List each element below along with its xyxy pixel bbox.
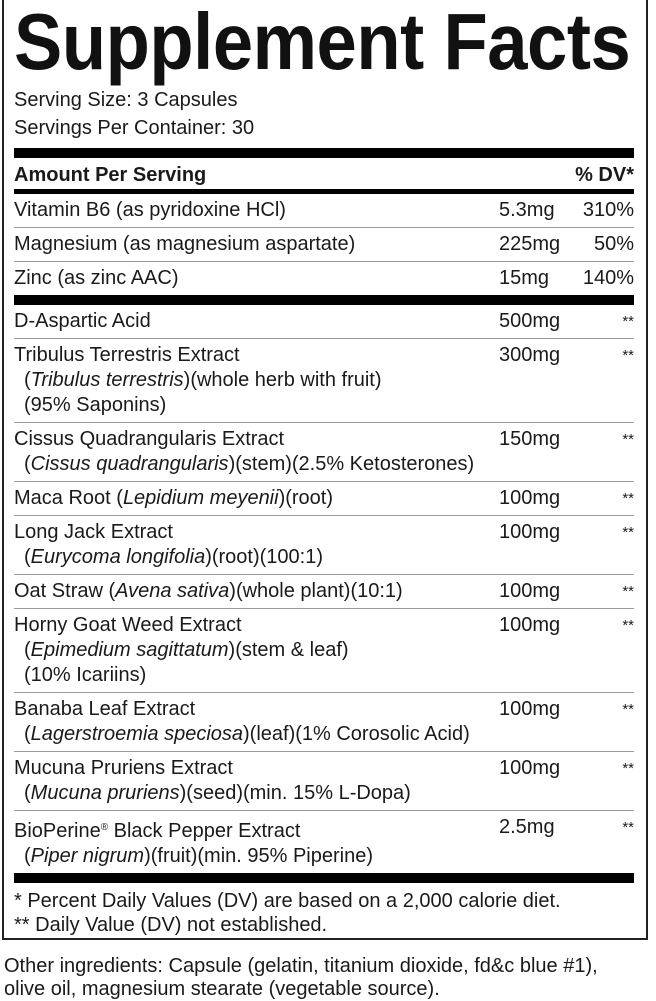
ingredient-text: Maca Root ( <box>14 487 123 509</box>
ingredient-text: (10% Icariins) <box>24 664 147 686</box>
ingredient-amount: 100mg <box>499 521 561 543</box>
ingredient-text: )(whole herb with fruit) <box>183 369 382 391</box>
ingredient-row <box>14 516 634 575</box>
ingredient-text: Avena sativa <box>115 580 230 602</box>
ingredient-line <box>14 309 499 334</box>
other-ingredients-line: Other ingredients: Capsule (gelatin, titanium dioxide, fd&c blue #1), <box>4 955 598 977</box>
ingredient-dv: ** <box>622 431 634 448</box>
other-ingredients <box>4 955 598 1001</box>
amount-header <box>14 158 634 189</box>
amount-per-serving-label: Amount Per Serving <box>14 164 207 186</box>
ingredient-text: )(whole plant)(10:1) <box>229 580 403 602</box>
ingredient-line <box>14 756 499 781</box>
footnote: * Percent Daily Values (DV) are based on a 2,000 calorie diet. <box>14 890 561 912</box>
ingredient-text: Cissus quadrangularis <box>30 453 229 475</box>
ingredient-row <box>14 482 634 516</box>
ingredient-text: Long Jack Extract <box>14 521 173 543</box>
ingredient-amount: 2.5mg <box>499 816 555 838</box>
ingredient-name <box>14 427 499 477</box>
ingredient-text: Horny Goat Weed Extract <box>14 614 242 636</box>
ingredient-line <box>14 697 499 722</box>
ingredient-line <box>14 486 499 511</box>
nutrient-dv: 50% <box>593 233 634 255</box>
ingredient-line <box>14 368 499 393</box>
ingredient-row <box>14 609 634 693</box>
vitamin-list <box>14 194 634 295</box>
footnote: ** Daily Value (DV) not established. <box>14 914 328 936</box>
vitamin-row <box>14 262 634 295</box>
ingredient-text: )(root)(100:1) <box>205 546 324 568</box>
ingredient-name <box>14 579 499 604</box>
ingredient-dv: ** <box>622 760 634 777</box>
ingredient-text: ( <box>24 723 31 745</box>
ingredient-name <box>14 613 499 688</box>
ingredient-text: ( <box>24 639 31 661</box>
ingredient-text: Piper nigrum <box>30 845 145 867</box>
ingredient-amount: 100mg <box>499 487 561 509</box>
ingredient-name <box>14 343 499 418</box>
ingredient-dv: ** <box>622 583 634 600</box>
ingredient-row <box>14 811 634 873</box>
ingredient-text: Banaba Leaf Extract <box>14 698 196 720</box>
ingredient-text: Epimedium sagittatum <box>30 639 229 661</box>
ingredient-text: Eurycoma longifolia <box>30 546 206 568</box>
ingredient-text: Tribulus Terrestris Extract <box>14 344 240 366</box>
ingredient-row <box>14 752 634 811</box>
ingredient-name <box>14 520 499 570</box>
ingredient-amount: 100mg <box>499 698 561 720</box>
ingredient-text: Mucuna pruriens <box>30 782 180 804</box>
ingredient-amount: 100mg <box>499 614 561 636</box>
ingredient-text: Oat Straw ( <box>14 580 116 602</box>
ingredient-row <box>14 575 634 609</box>
ingredient-text: Cissus Quadrangularis Extract <box>14 428 285 450</box>
nutrient-amount: 15mg <box>499 267 550 289</box>
ingredient-dv: ** <box>622 701 634 718</box>
ingredient-text: Mucuna Pruriens Extract <box>14 757 233 779</box>
ingredient-name <box>14 486 499 511</box>
ingredient-text: )(seed)(min. 15% L-Dopa) <box>179 782 411 804</box>
ingredient-line <box>14 427 499 452</box>
ingredient-text: BioPerine <box>14 820 101 842</box>
nutrient-amount: 225mg <box>499 233 561 255</box>
ingredient-name <box>14 815 499 869</box>
ingredient-line <box>14 579 499 604</box>
ingredient-text: )(stem)(2.5% Ketosterones) <box>228 453 475 475</box>
ingredient-line <box>14 393 499 418</box>
ingredient-line <box>14 844 499 869</box>
servings-per-container: Servings Per Container: 30 <box>14 117 255 139</box>
vitamin-row <box>14 228 634 262</box>
nutrient-dv: 140% <box>582 267 634 289</box>
ingredient-amount: 100mg <box>499 757 561 779</box>
divider-thick <box>14 873 634 883</box>
ingredient-name <box>14 697 499 747</box>
ingredient-text: ( <box>24 453 31 475</box>
supplement-facts-panel <box>2 0 648 940</box>
ingredient-name <box>14 756 499 806</box>
ingredient-dv: ** <box>622 347 634 364</box>
ingredient-line <box>14 545 499 570</box>
ingredient-text: )(root) <box>278 487 334 509</box>
ingredient-amount: 500mg <box>499 310 561 332</box>
ingredient-text: ® <box>100 822 109 833</box>
divider-thick <box>14 295 634 305</box>
ingredient-text: Lepidium meyenii <box>122 487 279 509</box>
ingredient-text: ( <box>24 546 31 568</box>
nutrient-name: Zinc (as zinc AAC) <box>14 267 179 289</box>
vitamin-row <box>14 194 634 228</box>
ingredient-dv: ** <box>622 819 634 836</box>
nutrient-dv: 310% <box>582 199 634 221</box>
serving-size: Serving Size: 3 Capsules <box>14 89 238 111</box>
ingredient-dv: ** <box>622 490 634 507</box>
ingredient-line <box>14 452 499 477</box>
ingredient-text: Tribulus terrestris <box>30 369 184 391</box>
ingredient-dv: ** <box>622 524 634 541</box>
ingredient-line <box>14 343 499 368</box>
ingredient-text: )(fruit)(min. 95% Piperine) <box>144 845 374 867</box>
ingredient-text: ( <box>24 369 31 391</box>
ingredient-text: ( <box>24 782 31 804</box>
ingredient-text: (95% Saponins) <box>24 394 167 416</box>
dv-label: % DV* <box>575 164 634 186</box>
ingredient-row <box>14 305 634 339</box>
footnotes <box>14 883 634 937</box>
ingredient-line <box>14 722 499 747</box>
ingredient-line <box>14 663 499 688</box>
ingredient-text: Black Pepper Extract <box>108 820 301 842</box>
ingredient-line <box>14 781 499 806</box>
panel-title: Supplement Facts <box>14 0 631 86</box>
ingredient-amount: 150mg <box>499 428 561 450</box>
nutrient-name: Vitamin B6 (as pyridoxine HCl) <box>14 199 286 221</box>
ingredient-line <box>14 815 499 844</box>
ingredient-line <box>14 638 499 663</box>
ingredient-list <box>14 305 634 873</box>
ingredient-text: )(stem & leaf) <box>228 639 349 661</box>
nutrient-name: Magnesium (as magnesium aspartate) <box>14 233 356 255</box>
ingredient-dv: ** <box>622 313 634 330</box>
ingredient-text: )(leaf)(1% Corosolic Acid) <box>243 723 470 745</box>
ingredient-name <box>14 309 499 334</box>
nutrient-amount: 5.3mg <box>499 199 555 221</box>
ingredient-amount: 300mg <box>499 344 561 366</box>
other-ingredients-line: olive oil, magnesium stearate (vegetable source). <box>4 978 440 1000</box>
ingredient-text: D-Aspartic Acid <box>14 310 151 332</box>
ingredient-row <box>14 423 634 482</box>
ingredient-row <box>14 339 634 423</box>
ingredient-amount: 100mg <box>499 580 561 602</box>
ingredient-dv: ** <box>622 617 634 634</box>
ingredient-line <box>14 520 499 545</box>
divider-thick <box>14 148 634 158</box>
ingredient-text: ( <box>24 845 31 867</box>
ingredient-text: Lagerstroemia speciosa <box>30 723 244 745</box>
ingredient-row <box>14 693 634 752</box>
ingredient-line <box>14 613 499 638</box>
